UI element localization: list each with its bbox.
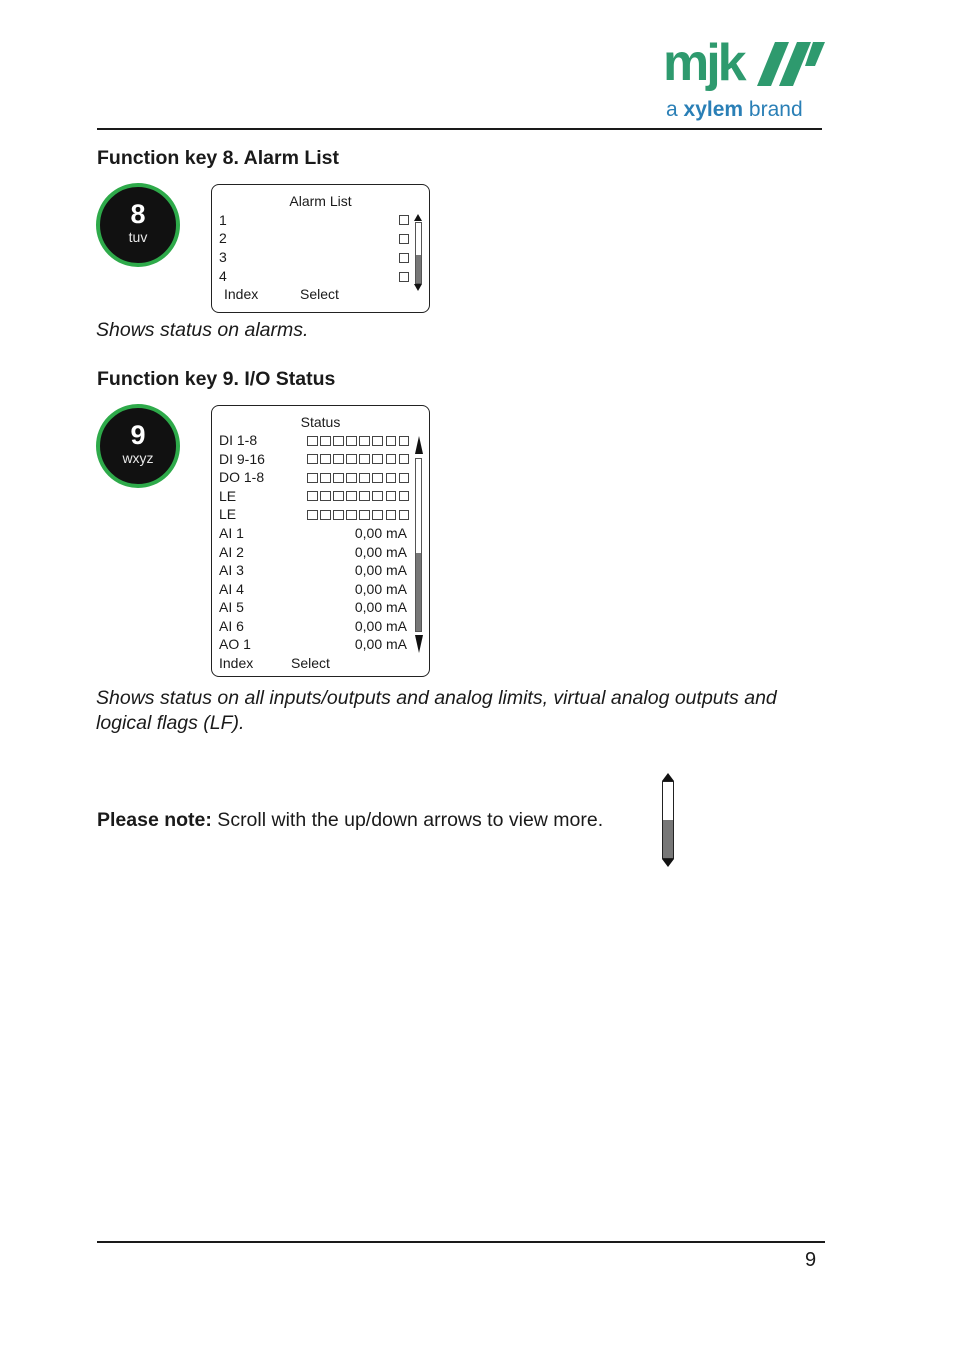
scrollbar-thumb: [416, 255, 421, 283]
key-number: 9: [130, 420, 146, 450]
status-row-le-1: LE: [219, 488, 237, 504]
screen-title: Status: [300, 414, 341, 430]
alarm-checkbox-1: [399, 215, 409, 225]
status-row-ai-5: AI 5: [219, 599, 244, 615]
footer-select: Select: [300, 286, 339, 302]
le-2-indicators: [307, 510, 409, 520]
scrollbar-thumb: [416, 553, 421, 631]
key-letters: tuv: [128, 229, 148, 245]
status-row-le-2: LE: [219, 506, 237, 522]
note-text: Scroll with the up/down arrows to view more.: [211, 809, 604, 831]
status-row-ai-2: AI 2: [219, 544, 244, 560]
section-9-heading: Function key 9. I/O Status: [97, 368, 336, 390]
status-value-ai-4: 0,00 mA: [354, 581, 407, 597]
scroll-down-arrow-icon: [414, 284, 422, 291]
status-row-ai-6: AI 6: [219, 618, 244, 634]
logo-wordmark: mjk: [663, 36, 744, 92]
status-row-ai-3: AI 3: [219, 562, 244, 578]
status-row-di-9-16: DI 9-16: [219, 451, 265, 467]
section-8-heading: Function key 8. Alarm List: [97, 147, 339, 169]
alarm-checkbox-3: [399, 253, 409, 263]
alarm-row-1: 1: [219, 212, 227, 228]
footer-select: Select: [291, 655, 330, 671]
note-label: Please note:: [97, 809, 212, 831]
function-key-9: [96, 404, 180, 488]
status-row-ai-4: AI 4: [219, 581, 244, 597]
footer-index: Index: [219, 655, 254, 671]
status-row-ao-1: AO 1: [219, 636, 251, 652]
scrollbar-illustration: [661, 773, 675, 867]
alarm-row-2: 2: [219, 230, 227, 246]
footer-index: Index: [224, 286, 259, 302]
do-1-8-indicators: [307, 473, 409, 483]
alarm-row-4: 4: [219, 268, 227, 284]
page-number: 9: [805, 1249, 817, 1271]
status-value-ao-1: 0,00 mA: [354, 636, 407, 652]
status-value-ai-1: 0,00 mA: [354, 525, 407, 541]
status-row-ai-1: AI 1: [219, 525, 244, 541]
alarm-list-screen: [211, 184, 430, 313]
status-row-di-1-8: DI 1-8: [219, 432, 258, 448]
status-value-ai-6: 0,00 mA: [354, 618, 407, 634]
mjk-logo: [663, 36, 825, 92]
key-letters: wxyz: [122, 450, 154, 466]
status-value-ai-3: 0,00 mA: [354, 562, 407, 578]
status-value-ai-5: 0,00 mA: [354, 599, 407, 615]
header-rule: [97, 128, 822, 130]
di-9-16-indicators: [307, 454, 409, 464]
io-status-screen: [211, 405, 430, 677]
key-number: 8: [130, 199, 146, 229]
scrollbar-thumb: [663, 820, 673, 858]
scrollbar: [415, 458, 422, 632]
scroll-up-arrow-icon: [415, 436, 423, 454]
le-1-indicators: [307, 491, 409, 501]
alarm-row-3: 3: [219, 249, 227, 265]
footer-rule: [97, 1241, 825, 1243]
alarm-checkbox-2: [399, 234, 409, 244]
status-value-ai-2: 0,00 mA: [354, 544, 407, 560]
section-9-caption: Shows status on all inputs/outputs and analog limits, virtual analog outputs and logical flags (LF).: [96, 687, 777, 734]
di-1-8-indicators: [307, 436, 409, 446]
alarm-checkbox-4: [399, 272, 409, 282]
scroll-down-arrow-icon: [415, 635, 423, 653]
scrollbar: [415, 222, 422, 284]
section-8-caption: Shows status on alarms.: [96, 319, 309, 341]
logo-tagline: a xylem brand: [666, 98, 803, 121]
scroll-down-arrow-icon: [662, 859, 674, 867]
scroll-up-arrow-icon: [662, 773, 674, 781]
function-key-8: [96, 183, 180, 267]
screen-title: Alarm List: [289, 193, 352, 209]
scroll-up-arrow-icon: [414, 214, 422, 221]
scroll-note: [97, 809, 603, 832]
scrollbar: [662, 781, 674, 859]
status-row-do-1-8: DO 1-8: [219, 469, 265, 485]
